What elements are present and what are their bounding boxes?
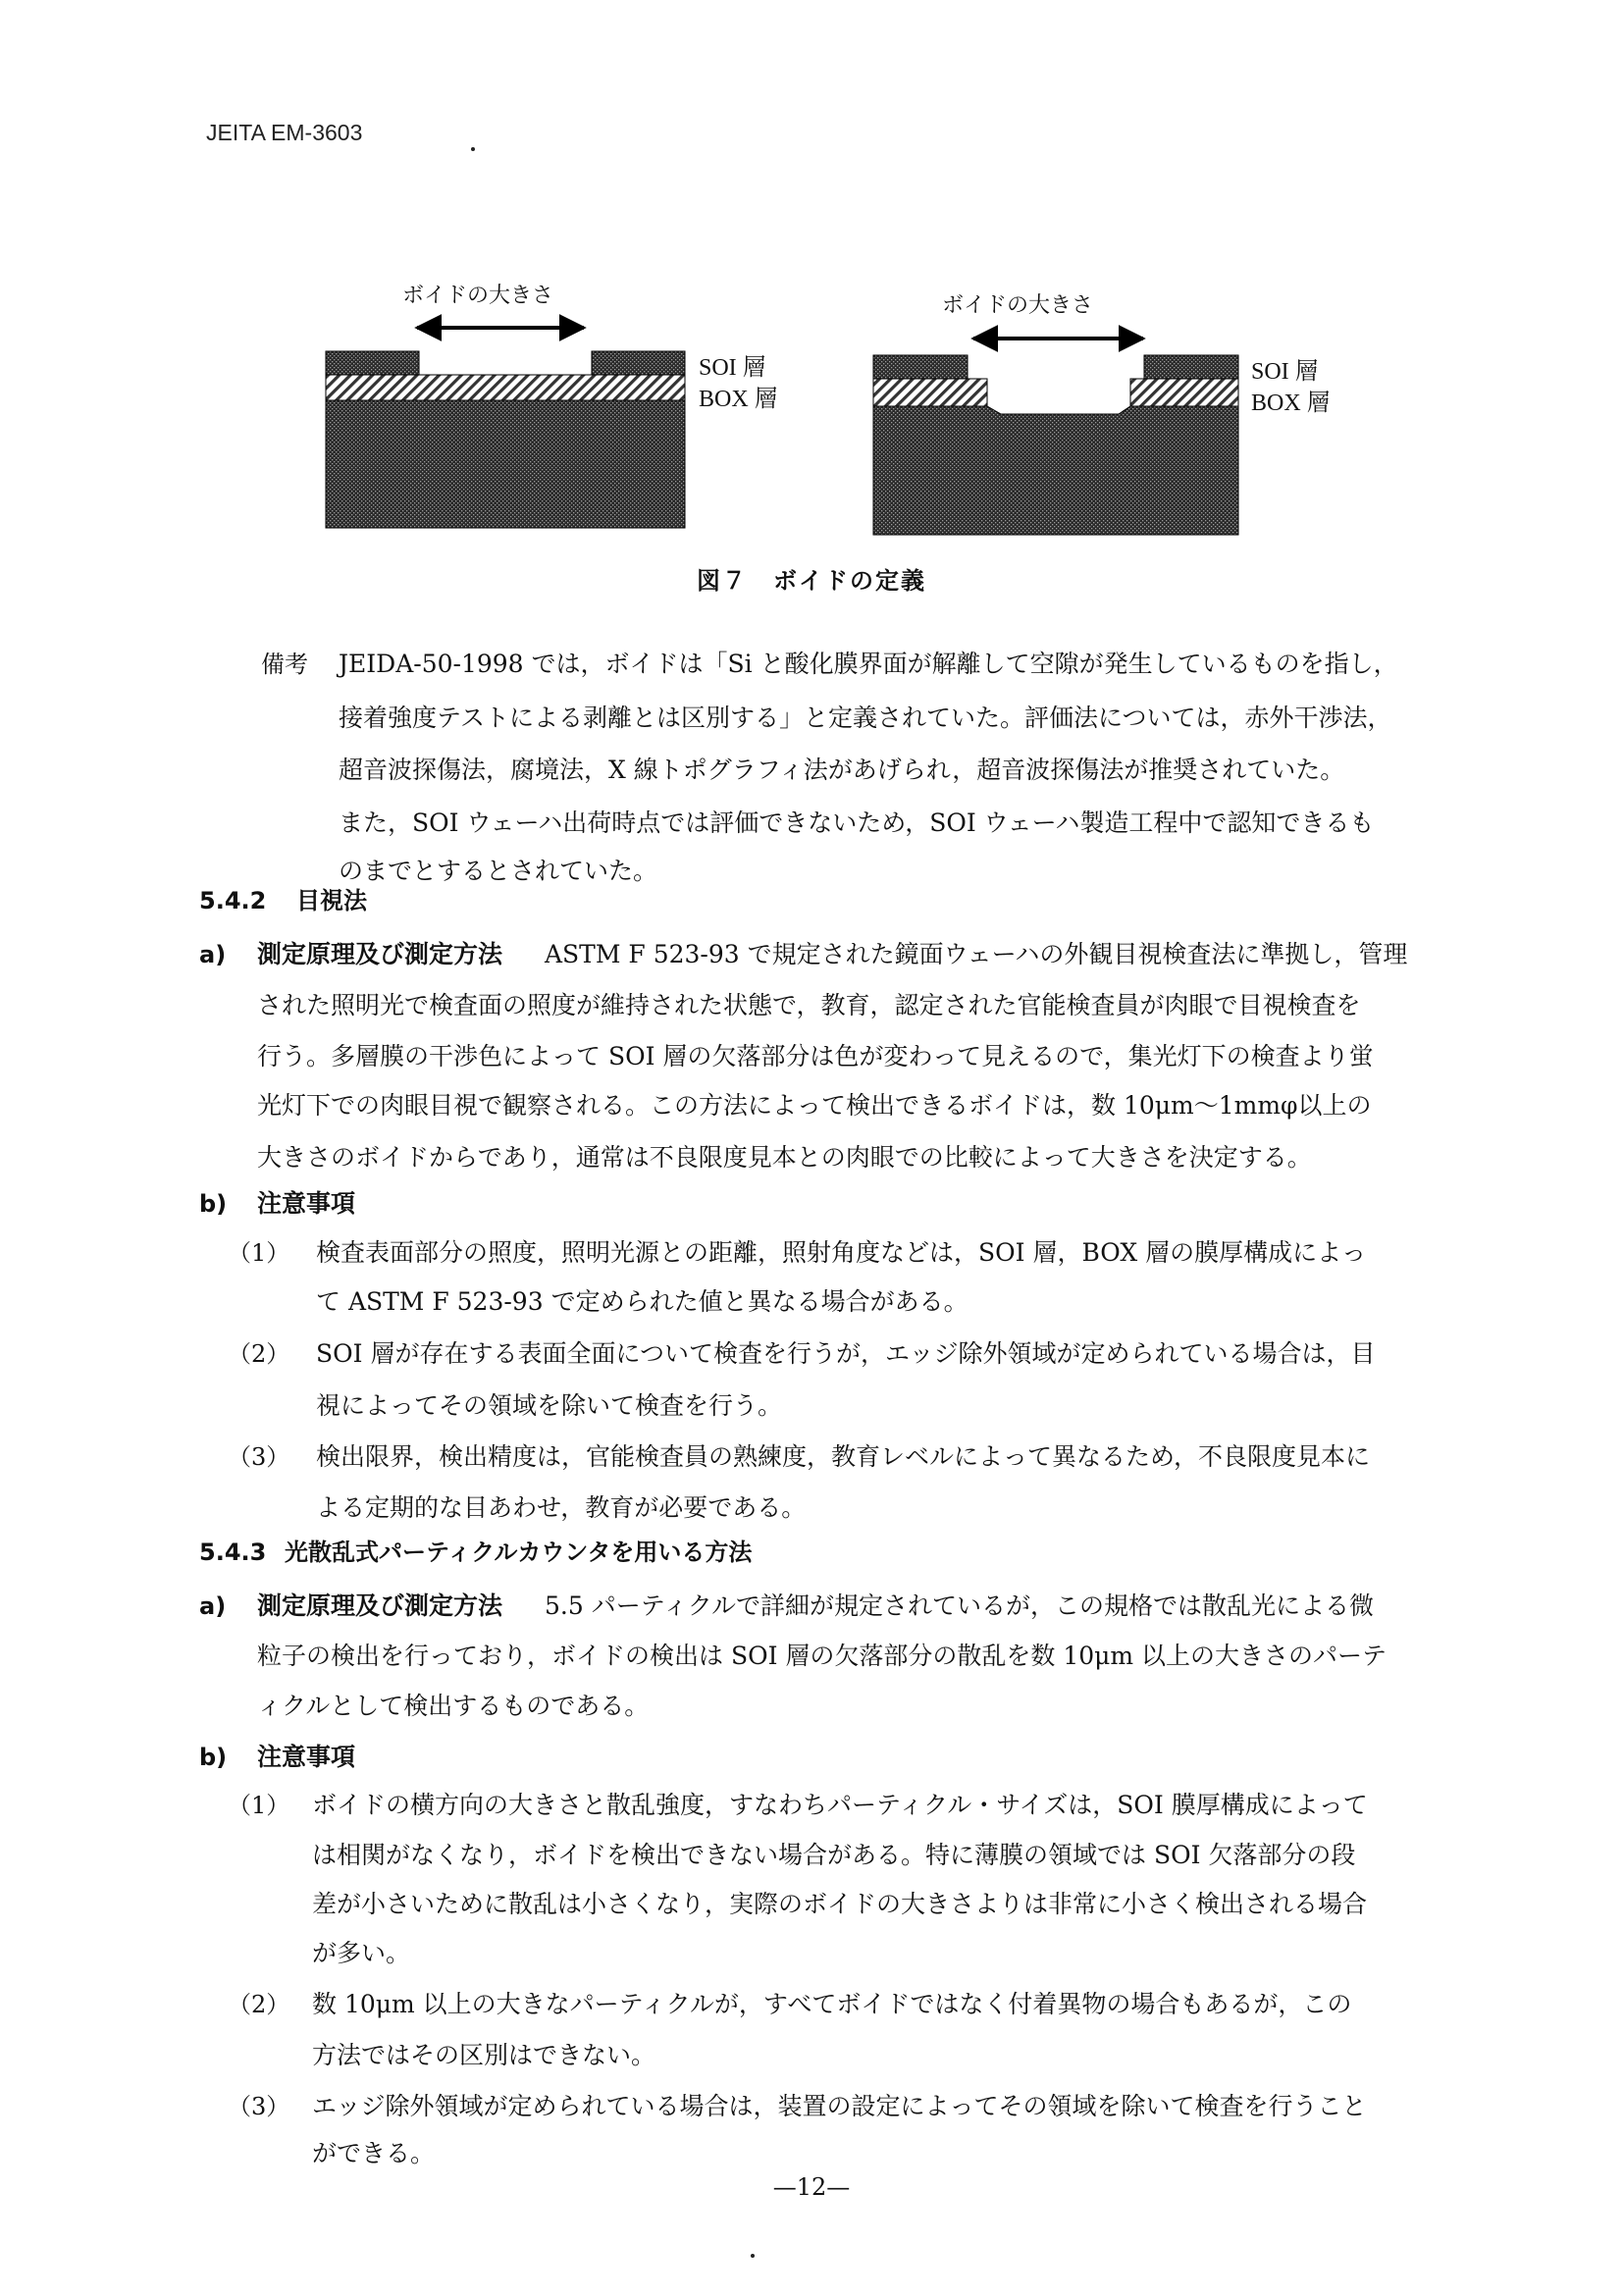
- list-item-line: ボイドの横方向の大きさと散乱強度，すなわちパーティクル・サイズは，SOI 膜厚構成によって: [312, 1791, 1368, 1819]
- item-a-line: ASTM F 523-93 で規定された鏡面ウェーハの外観目視検査法に準拠し，管理: [545, 940, 1408, 968]
- note-mark: 備考: [261, 651, 308, 678]
- right-box-left: [873, 379, 987, 406]
- section-number: 5.4.2: [199, 887, 267, 914]
- item-a-mark: a): [199, 1592, 227, 1620]
- item-b-title: 注意事項: [257, 1743, 356, 1771]
- list-item-line: ができる。: [312, 2139, 436, 2167]
- item-a-title: 測定原理及び測定方法: [257, 940, 503, 968]
- list-number: （1）: [228, 1239, 290, 1267]
- left-diagram: [326, 328, 685, 528]
- section-title: 目視法: [296, 887, 367, 914]
- right-box-right: [1130, 379, 1238, 406]
- scan-speck: [471, 147, 475, 151]
- note-line: 超音波探傷法，腐境法，X 線トポグラフィ法があげられ，超音波探傷法が推奨されていた。: [339, 756, 1345, 784]
- item-b-mark: b): [199, 1190, 228, 1218]
- document-code: JEITA EM-3603: [206, 120, 363, 145]
- list-item-line: 検出限界，検出精度は，官能検査員の熟練度，教育レベルによって異なるため，不良限度見本に: [316, 1442, 1371, 1471]
- left-box-layer: [326, 375, 685, 400]
- left-substrate: [326, 400, 685, 528]
- item-a-line: 光灯下での肉眼目視で観察される。この方法によって検出できるボイドは，数 10μm〜1mmφ以上の: [257, 1091, 1372, 1120]
- right-soi-left: [873, 355, 968, 379]
- list-item-line: は相関がなくなり，ボイドを検出できない場合がある。特に薄膜の領域では SOI 欠落部分の段: [312, 1841, 1356, 1869]
- item-a-title: 測定原理及び測定方法: [257, 1592, 503, 1620]
- list-item-line: 差が小さいために散乱は小さくなり，実際のボイドの大きさよりは非常に小さく検出される場合: [312, 1890, 1368, 1918]
- section-number: 5.4.3: [199, 1539, 267, 1566]
- list-number: （3）: [228, 1443, 290, 1471]
- list-number: （2）: [228, 1991, 290, 2018]
- right-diagram: [873, 339, 1238, 535]
- section-title: 光散乱式パーティクルカウンタを用いる方法: [285, 1539, 753, 1566]
- right-soi-right: [1144, 355, 1238, 379]
- note-line: また，SOI ウェーハ出荷時点では評価できないため，SOI ウェーハ製造工程中で認知できるも: [339, 809, 1375, 837]
- list-item-line: て ASTM F 523-93 で定められた値と異なる場合がある。: [316, 1287, 969, 1316]
- page-number: —12—: [772, 2173, 851, 2201]
- figure-caption: 図７ ボイドの定義: [697, 567, 926, 595]
- list-item-line: よる定期的な目あわせ，教育が必要である。: [316, 1493, 807, 1522]
- note-line: のまでとするとされていた。: [339, 857, 658, 885]
- left-soi-right: [592, 351, 685, 375]
- item-a-line: 粒子の検出を行っており，ボイドの検出は SOI 層の欠落部分の散乱を数 10μm 以上の大きさのパーテ: [257, 1642, 1387, 1670]
- void-definition-figure: [314, 265, 1344, 589]
- item-b-title: 注意事項: [257, 1189, 356, 1218]
- list-item-line: が多い。: [312, 1939, 411, 1967]
- list-number: （2）: [228, 1340, 290, 1368]
- scan-speck: [751, 2254, 755, 2258]
- list-number: （1）: [228, 1792, 290, 1819]
- list-item-line: 数 10μm 以上の大きなパーティクルが，すべてボイドではなく付着異物の場合もあるが，この: [312, 1990, 1352, 2018]
- item-a-line: 行う。多層膜の干渉色によって SOI 層の欠落部分は色が変わって見えるので，集光灯下の検査より蛍: [257, 1042, 1374, 1070]
- list-item-line: SOI 層が存在する表面全面について検査を行うが，エッジ除外領域が定められている場合は，目: [316, 1339, 1376, 1368]
- left-soi-left: [326, 351, 419, 375]
- left-void-size-label: ボイドの大きさ: [402, 284, 554, 308]
- right-box-label: BOX 層: [1251, 391, 1331, 416]
- item-a-line: 5.5 パーティクルで詳細が規定されているが，この規格では散乱光による微: [545, 1592, 1374, 1620]
- right-void-size-label: ボイドの大きさ: [942, 293, 1094, 318]
- note-line: 接着強度テストによる剥離とは区別する」と定義されていた。評価法については，赤外干渉法，: [339, 704, 1392, 732]
- item-a-line: された照明光で検査面の照度が維持された状態で，教育，認定された官能検査員が肉眼で目視検査を: [257, 991, 1361, 1019]
- list-item-line: 方法ではその区別はできない。: [312, 2041, 656, 2069]
- left-soi-label: SOI 層: [699, 355, 766, 381]
- list-item-line: エッジ除外領域が定められている場合は，装置の設定によってその領域を除いて検査を行うこと: [312, 2092, 1367, 2120]
- list-number: （3）: [228, 2093, 290, 2120]
- void-diagram: [314, 265, 1344, 559]
- list-item-line: 視によってその領域を除いて検査を行う。: [316, 1391, 783, 1420]
- item-a-line: 大きさのボイドからであり，通常は不良限度見本との肉眼での比較によって大きさを決定する。: [257, 1143, 1312, 1172]
- list-item-line: 検査表面部分の照度，照明光源との距離，照射角度などは，SOI 層，BOX 層の膜厚構成によっ: [316, 1238, 1367, 1267]
- left-box-label: BOX 層: [699, 387, 778, 412]
- note-line: JEIDA-50-1998 では，ボイドは「Si と酸化膜界面が解離して空隙が発生しているものを指し，: [339, 650, 1398, 678]
- item-a-mark: a): [199, 941, 227, 968]
- item-b-mark: b): [199, 1744, 228, 1771]
- right-substrate: [873, 406, 1238, 535]
- item-a-line: ィクルとして検出するものである。: [257, 1692, 650, 1720]
- right-soi-label: SOI 層: [1251, 359, 1319, 385]
